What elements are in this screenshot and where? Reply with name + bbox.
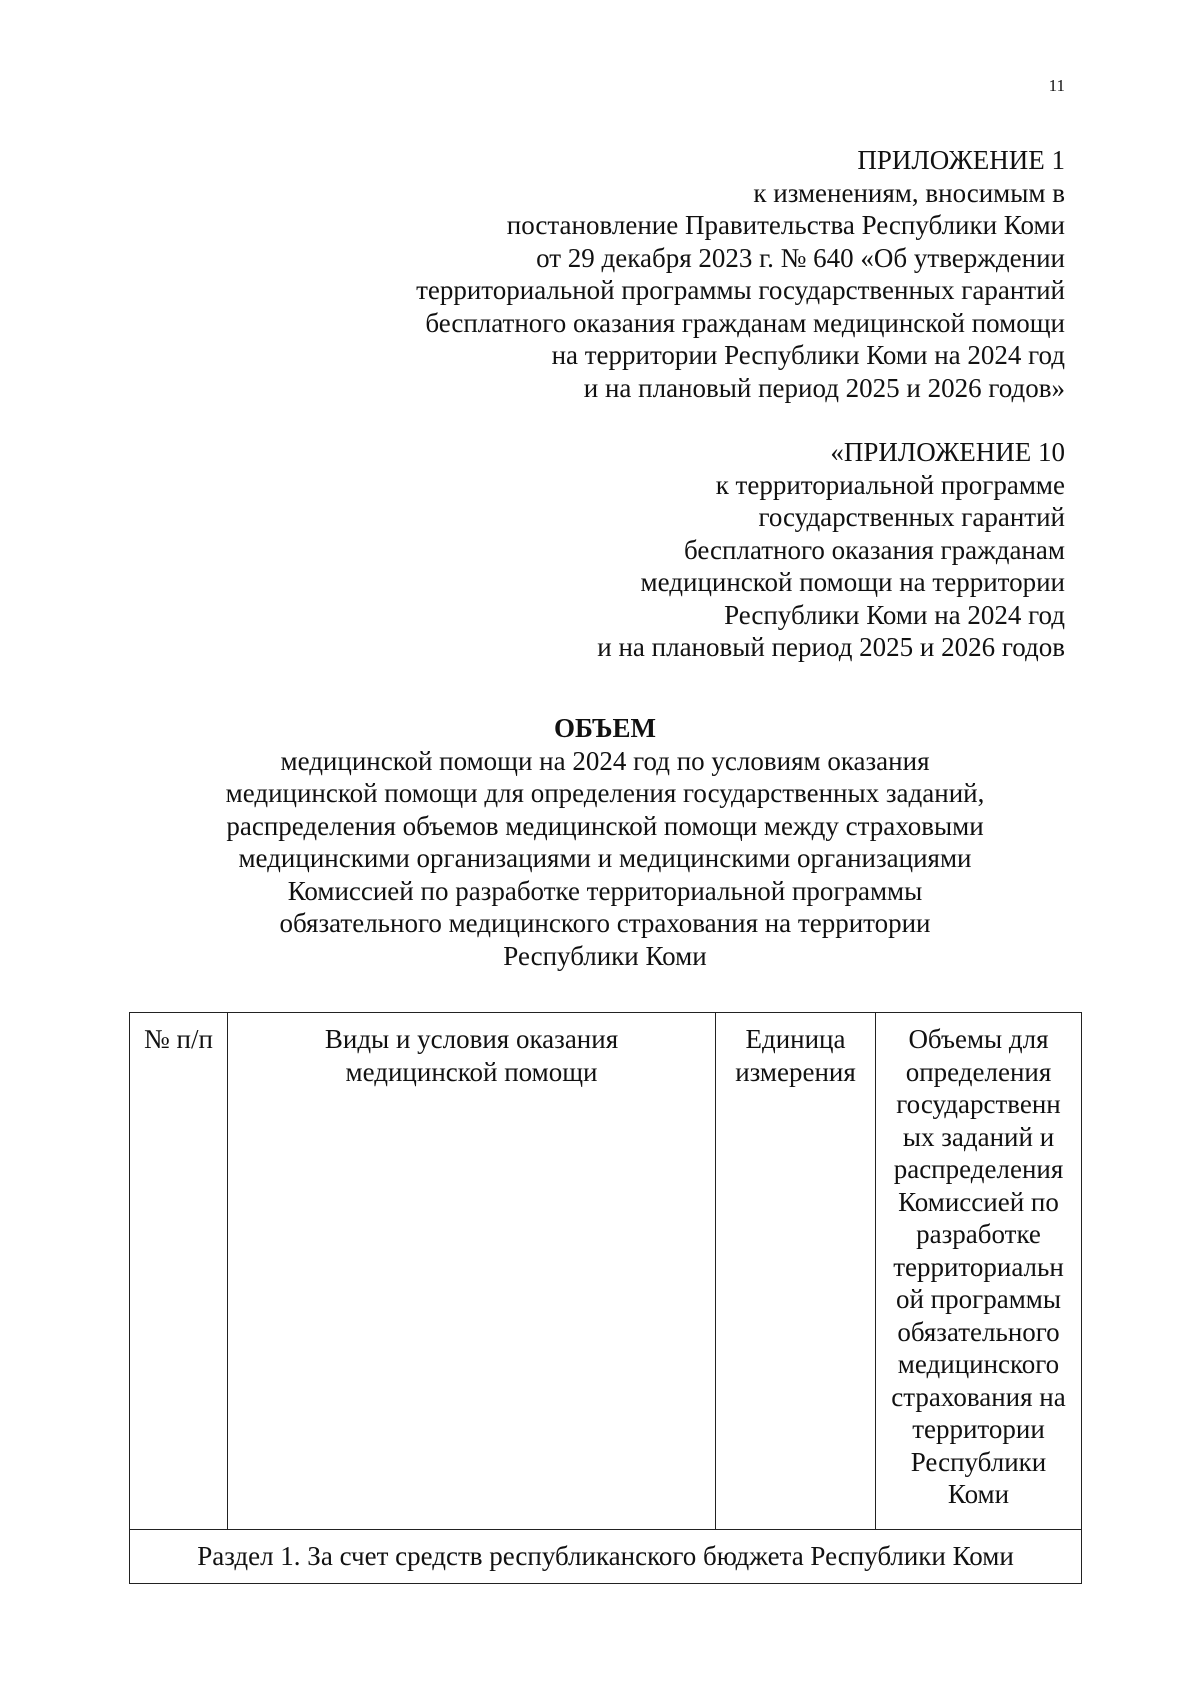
header-volume-line: государственн xyxy=(896,1089,1061,1119)
volume-table xyxy=(129,1012,1082,1584)
appendix-10-line: и на плановый период 2025 и 2026 годов xyxy=(597,632,1065,662)
appendix-10-line: к территориальной программе xyxy=(715,469,1065,500)
page-number: 11 xyxy=(1048,76,1065,95)
appendix-10-line: бесплатного оказания гражданам xyxy=(684,534,1065,565)
subtitle-line: обязательного медицинского страхования на территории xyxy=(279,908,931,938)
subtitle-line: Комиссией по разработке территориальной программы xyxy=(287,875,923,906)
header-unit xyxy=(716,1013,876,1530)
header-volume-line: страхования на xyxy=(891,1381,1066,1412)
appendix-1-line: на территории Республики Коми на 2024 год xyxy=(551,340,1065,370)
appendix-1-line: бесплатного оказания гражданам медицинской помощи xyxy=(425,307,1065,338)
header-volume-line: разработке xyxy=(916,1219,1041,1249)
subtitle-line: медицинской помощи на 2024 год по условиям оказания xyxy=(280,745,930,776)
appendix-10-line: Республики Коми на 2024 год xyxy=(724,599,1065,630)
appendix-10-line: «ПРИЛОЖЕНИЕ 10 xyxy=(830,437,1065,467)
header-kind xyxy=(228,1013,716,1530)
subtitle-line: медицинской помощи для определения государственных заданий, xyxy=(225,778,985,808)
appendix-1-line: постановление Правительства Республики Коми xyxy=(506,210,1065,240)
appendix-1-line: от 29 декабря 2023 г. № 640 «Об утверждении xyxy=(536,242,1065,273)
appendix-1-line: и на плановый период 2025 и 2026 годов» xyxy=(583,372,1065,403)
header-volume-line: территориальн xyxy=(893,1251,1064,1282)
header-kind-line: медицинской помощи xyxy=(345,1056,598,1087)
header-unit-line: измерения xyxy=(735,1056,856,1087)
appendix-10-line: государственных гарантий xyxy=(758,502,1065,532)
appendix-1-line: территориальной программы государственных гарантий xyxy=(416,275,1065,305)
header-volume-line: Республики xyxy=(910,1446,1047,1477)
header-volume-line: Объемы для xyxy=(908,1024,1049,1054)
appendix-10-header xyxy=(597,436,1065,664)
document-subtitle xyxy=(130,745,1080,973)
appendix-1-line: ПРИЛОЖЕНИЕ 1 xyxy=(857,145,1065,175)
header-volume-line: территории xyxy=(912,1414,1045,1444)
document-title-block xyxy=(130,712,1080,972)
subtitle-line: медицинскими организациями и медицинскими организациями xyxy=(238,843,972,873)
appendix-10-line: медицинской помощи на территории xyxy=(640,567,1065,597)
appendix-1-line: к изменениям, вносимым в xyxy=(753,177,1065,208)
table-header-row xyxy=(130,1013,1082,1530)
table-section-row xyxy=(130,1530,1082,1584)
header-volume-line: ой программы xyxy=(895,1284,1062,1314)
section-1-heading: Раздел 1. За счет средств республиканского бюджета Республики Коми xyxy=(130,1530,1082,1584)
subtitle-line: Республики Коми xyxy=(503,940,707,971)
header-volume-line: Комиссией по xyxy=(898,1186,1059,1217)
header-volume-line: определения xyxy=(905,1056,1052,1087)
header-number-text: № п/п xyxy=(144,1024,213,1054)
header-volume-line: обязательного xyxy=(897,1316,1060,1347)
header-volume xyxy=(876,1013,1082,1530)
header-volume-line: ых заданий и xyxy=(902,1121,1055,1152)
header-kind-line: Виды и условия оказания xyxy=(324,1024,619,1054)
header-volume-line: медицинского xyxy=(897,1349,1060,1379)
document-title: ОБЪЕМ xyxy=(554,713,656,743)
appendix-1-header xyxy=(416,144,1065,404)
header-number xyxy=(130,1013,228,1530)
header-volume-line: распределения xyxy=(893,1154,1064,1184)
subtitle-line: распределения объемов медицинской помощи между страховыми xyxy=(226,810,984,841)
header-unit-line: Единица xyxy=(745,1024,846,1054)
header-volume-line: Коми xyxy=(947,1479,1010,1509)
